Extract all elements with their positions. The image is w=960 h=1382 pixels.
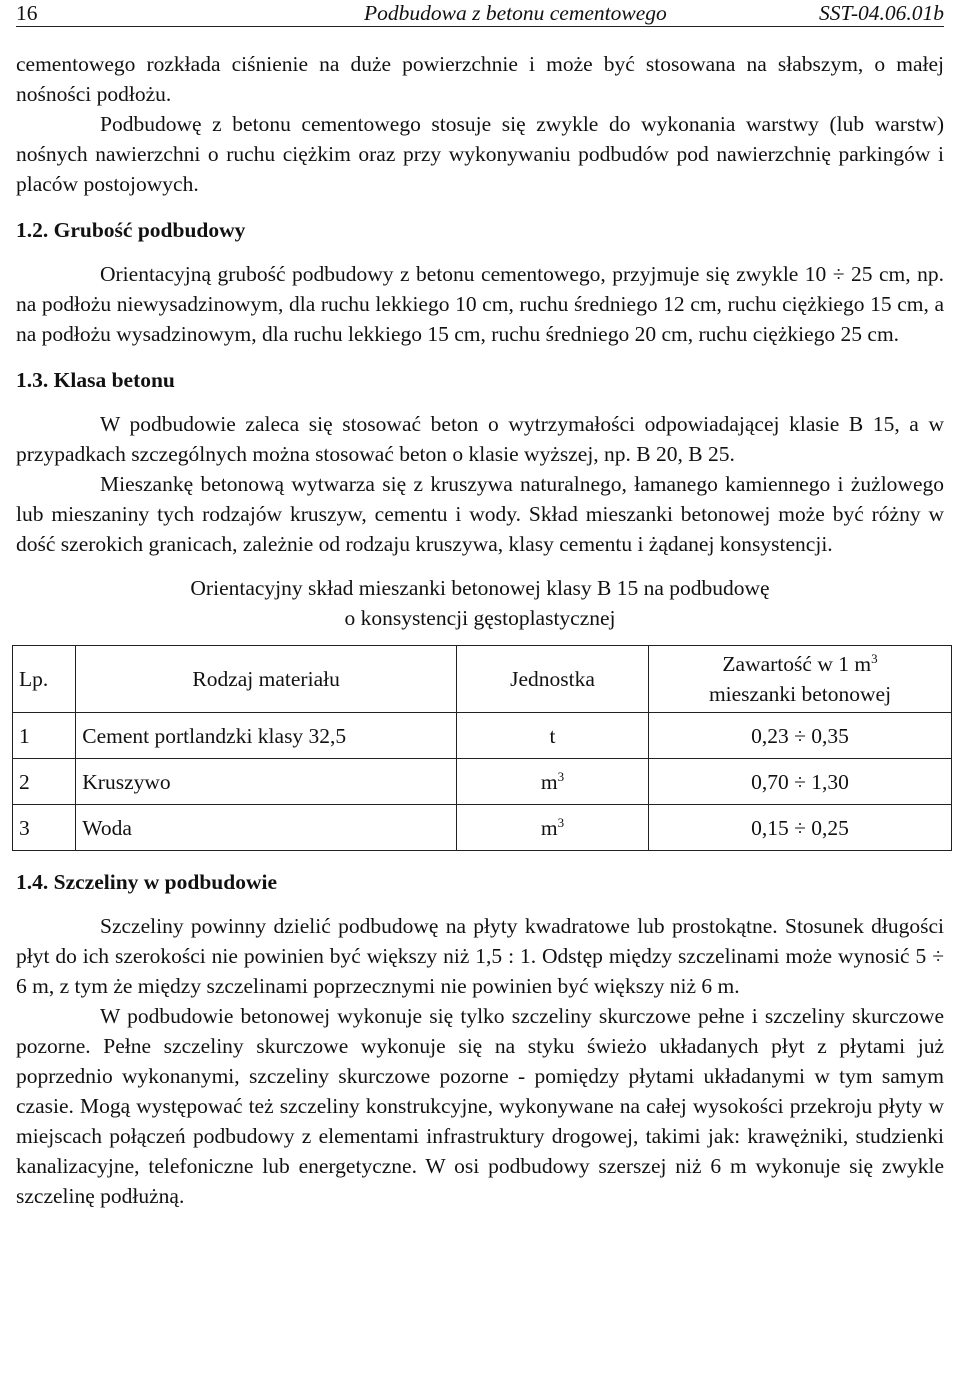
section-1-4-paragraph-2: W podbudowie betonowej wykonuje się tylko szczeliny skurczowe pełne i szczeliny skurczowe pozorne. Pełne szczeliny skurczowe wykonuje się na styku świeżo układanych płyt z płytami już poprzednio wykonanymi, szczeliny skurczowe pozorne - pomiędzy płytami układanymi w tym samym czasie. Mogą występować też szczeliny konstrukcyjne, wykonywane na całej wysokości przekroju płyty w miejscach połączeń podbudowy z elementami infrastruktury drogowej, takimi jak: krawężniki, studzienki kanalizacyjne, telefoniczne lub energetyczne. W osi podbudowy szerszej niż 6 m wykonuje się zwykle szczelinę podłużną. bbox=[16, 1004, 944, 1208]
row-lp: 3 bbox=[13, 805, 76, 851]
intro-paragraph-1: cementowego rozkłada ciśnienie na duże powierzchnie i może być stosowana na słabszym, o małej nośności podłożu. bbox=[16, 52, 944, 106]
row-material: Kruszywo bbox=[76, 759, 457, 805]
header-code: SST-04.06.01b bbox=[818, 1, 944, 25]
table-row bbox=[13, 713, 952, 759]
header-title: Podbudowa z betonu cementowego bbox=[364, 1, 667, 25]
mix-composition-table bbox=[12, 645, 952, 851]
section-1-2-paragraph: Orientacyjną grubość podbudowy z betonu cementowego, przyjmuje się zwykle 10 ÷ 25 cm, np. na podłożu niewysadzinowym, dla ruchu lekkiego 10 cm, ruchu średniego 12 cm, ruchu ciężkiego 15 cm, a na podłożu wysadzinowym, dla ruchu lekkiego 15 cm, ruchu średniego 20 cm, ruchu ciężkiego 25 cm. bbox=[16, 262, 944, 346]
page-header bbox=[16, 0, 944, 27]
row-value: 0,23 ÷ 0,35 bbox=[648, 713, 951, 759]
header-lp: Lp. bbox=[13, 646, 76, 713]
section-heading-1-2: 1.2. Grubość podbudowy bbox=[16, 218, 246, 242]
section-1-3-paragraph-1: W podbudowie zaleca się stosować beton o wytrzymałości odpowiadającej klasie B 15, a w przypadkach szczególnych można stosować beton o klasie wyższej, np. B 20, B 25. bbox=[16, 412, 944, 466]
intro-paragraph-2: Podbudowę z betonu cementowego stosuje się zwykle do wykonania warstwy (lub warstw) nośnych nawierzchni o ruchu ciężkim oraz przy wykonywaniu podbudów pod nawierzchnię parkingów i placów postojowych. bbox=[16, 112, 944, 196]
section-1-3-paragraph-2: Mieszankę betonową wytwarza się z kruszywa naturalnego, łamanego kamiennego i żużlowego lub mieszaniny tych rodzajów kruszyw, cementu i wody. Skład mieszanki betonowej może być różny w dość szerokich granicach, zależnie od rodzaju kruszywa, klasy cementu i żądanej konsystencji. bbox=[16, 472, 944, 556]
page-number: 16 bbox=[16, 1, 38, 25]
table-row bbox=[13, 759, 952, 805]
section-heading-1-3: 1.3. Klasa betonu bbox=[16, 368, 175, 392]
header-content-line-1: Zawartość w 1 $m^3$ bbox=[722, 651, 878, 676]
row-material: Cement portlandzki klasy 32,5 bbox=[76, 713, 457, 759]
row-unit: $m^3$ bbox=[456, 805, 648, 851]
table-row bbox=[13, 805, 952, 851]
header-material: Rodzaj materiału bbox=[76, 646, 457, 713]
row-unit: $m^3$ bbox=[456, 759, 648, 805]
section-heading-1-4: 1.4. Szczeliny w podbudowie bbox=[16, 870, 278, 894]
row-material: Woda bbox=[76, 805, 457, 851]
table-caption-line-1: Orientacyjny skład mieszanki betonowej klasy B 15 na podbudowę bbox=[190, 576, 770, 600]
section-1-4-paragraph-1: Szczeliny powinny dzielić podbudowę na płyty kwadratowe lub prostokątne. Stosunek długości płyt do ich szerokości nie powinien być większy niż 1,5 : 1. Odstęp między szczelinami może wynosić 5 ÷ 6 m, z tym że między szczelinami poprzecznymi nie powinien być większy niż 6 m. bbox=[16, 914, 944, 998]
table-header-row bbox=[13, 646, 952, 713]
header-content-line-2: mieszanki betonowej bbox=[708, 682, 892, 706]
row-value: 0,70 ÷ 1,30 bbox=[648, 759, 951, 805]
document-page bbox=[16, 0, 944, 1211]
row-unit: t bbox=[456, 713, 648, 759]
row-value: 0,15 ÷ 0,25 bbox=[648, 805, 951, 851]
row-lp: 1 bbox=[13, 713, 76, 759]
table-caption bbox=[16, 573, 944, 633]
row-lp: 2 bbox=[13, 759, 76, 805]
header-content bbox=[648, 646, 951, 713]
header-unit: Jednostka bbox=[456, 646, 648, 713]
table-caption-line-2: o konsystencji gęstoplastycznej bbox=[344, 606, 616, 630]
